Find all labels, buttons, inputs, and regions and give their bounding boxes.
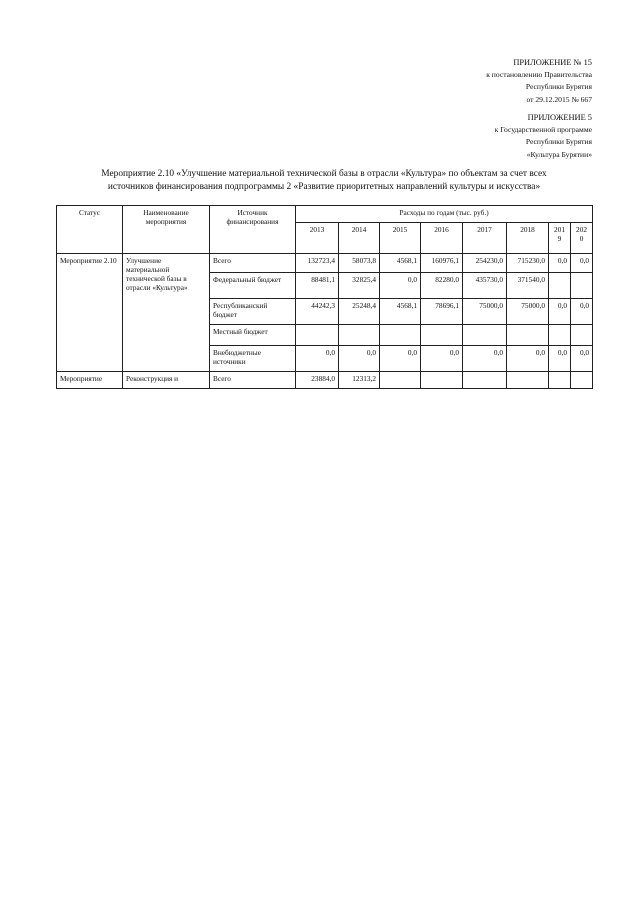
- appendix-5-heading: ПРИЛОЖЕНИЕ 5: [527, 113, 592, 122]
- value-cell: 160976,1: [421, 254, 463, 273]
- appendix-5-line-3: «Культура Бурятии»: [526, 149, 592, 159]
- appendix-15-line-3: от 29.12.2015 № 667: [526, 94, 592, 104]
- value-cell: 75000,0: [463, 299, 507, 325]
- value-cell: 4568,1: [380, 299, 421, 325]
- value-cell: [571, 325, 593, 346]
- value-cell: [549, 372, 571, 389]
- document-title-line-1: Мероприятие 2.10 «Улучшение материальной технической базы в отрасли «Культура» по объектам за счет всех: [101, 169, 547, 179]
- measure-name-cell: Улучшение материальной технической базы в отрасли «Культура»: [123, 254, 210, 372]
- value-cell: 0,0: [571, 346, 593, 372]
- source-cell: Внебюджетные источники: [210, 346, 296, 372]
- status-cell: Мероприятие 2.10: [57, 254, 123, 372]
- year-cell: 2018: [507, 223, 549, 254]
- value-cell: 0,0: [571, 299, 593, 325]
- value-cell: [571, 273, 593, 299]
- header-row: [57, 206, 593, 223]
- value-cell: 4568,1: [380, 254, 421, 273]
- value-cell: 0,0: [380, 346, 421, 372]
- value-cell: 0,0: [421, 346, 463, 372]
- value-cell: 254230,0: [463, 254, 507, 273]
- value-cell: 371540,0: [507, 273, 549, 299]
- year-cell: 2014: [339, 223, 380, 254]
- header-name: Наименование мероприятия: [123, 206, 210, 254]
- appendix-15-line-2: Республики Бурятия: [525, 82, 592, 92]
- value-cell: [507, 325, 549, 346]
- table-row: [57, 372, 593, 389]
- year-cell: 2013: [296, 223, 339, 254]
- header-expenses: Расходы по годам (тыс. руб.): [296, 206, 593, 223]
- header-source: Источник финансирования: [210, 206, 296, 254]
- value-cell: 0,0: [571, 254, 593, 273]
- value-cell: 0,0: [339, 346, 380, 372]
- appendix-15-line-1: к постановлению Правительства: [486, 70, 592, 80]
- value-cell: 0,0: [380, 273, 421, 299]
- value-cell: [571, 372, 593, 389]
- value-cell: 0,0: [463, 346, 507, 372]
- appendix-15-block: [486, 57, 592, 106]
- source-cell: Федеральный бюджет: [210, 273, 296, 299]
- table-row: [57, 254, 593, 273]
- source-cell: Местный бюджет: [210, 325, 296, 346]
- value-cell: [549, 325, 571, 346]
- value-cell: 78696,1: [421, 299, 463, 325]
- value-cell: [296, 325, 339, 346]
- value-cell: [507, 372, 549, 389]
- value-cell: 0,0: [549, 299, 571, 325]
- value-cell: 58073,8: [339, 254, 380, 273]
- source-cell: Всего: [210, 254, 296, 273]
- document-title-line-2: источников финансирования подпрограммы 2 «Развитие приоритетных направлений культуры и искусства»: [107, 182, 541, 192]
- source-cell: Всего: [210, 372, 296, 389]
- appendix-5-line-1: к Государственной программе: [494, 125, 592, 135]
- value-cell: 44242,3: [296, 299, 339, 325]
- value-cell: 132723,4: [296, 254, 339, 273]
- appendix-15-heading: ПРИЛОЖЕНИЕ № 15: [513, 58, 592, 67]
- year-cell: 2017: [463, 223, 507, 254]
- year-cell: 2016: [421, 223, 463, 254]
- value-cell: 0,0: [296, 346, 339, 372]
- source-cell: Республиканский бюджет: [210, 299, 296, 325]
- value-cell: 23884,0: [296, 372, 339, 389]
- value-cell: 25248,4: [339, 299, 380, 325]
- value-cell: [549, 273, 571, 299]
- value-cell: 75000,0: [507, 299, 549, 325]
- value-cell: 0,0: [507, 346, 549, 372]
- year-cell: 202 0: [571, 223, 593, 254]
- value-cell: [421, 372, 463, 389]
- header-status: Статус: [57, 206, 123, 254]
- appendix-5-line-2: Республики Бурятия: [525, 137, 592, 147]
- value-cell: [463, 325, 507, 346]
- value-cell: 0,0: [549, 254, 571, 273]
- value-cell: 0,0: [549, 346, 571, 372]
- value-cell: [421, 325, 463, 346]
- status-cell: Мероприятие: [57, 372, 123, 389]
- value-cell: [380, 372, 421, 389]
- document-title: [56, 168, 592, 194]
- measure-name-cell: Реконструкция и: [123, 372, 210, 389]
- value-cell: 12313,2: [339, 372, 380, 389]
- year-cell: 2015: [380, 223, 421, 254]
- value-cell: 435730,0: [463, 273, 507, 299]
- value-cell: 82280,0: [421, 273, 463, 299]
- value-cell: [463, 372, 507, 389]
- year-cell: 201 9: [549, 223, 571, 254]
- value-cell: [339, 325, 380, 346]
- value-cell: 715230,0: [507, 254, 549, 273]
- expenses-table: [56, 205, 593, 389]
- appendix-5-block: [495, 112, 592, 161]
- value-cell: 32825,4: [339, 273, 380, 299]
- value-cell: [380, 325, 421, 346]
- value-cell: 88481,1: [296, 273, 339, 299]
